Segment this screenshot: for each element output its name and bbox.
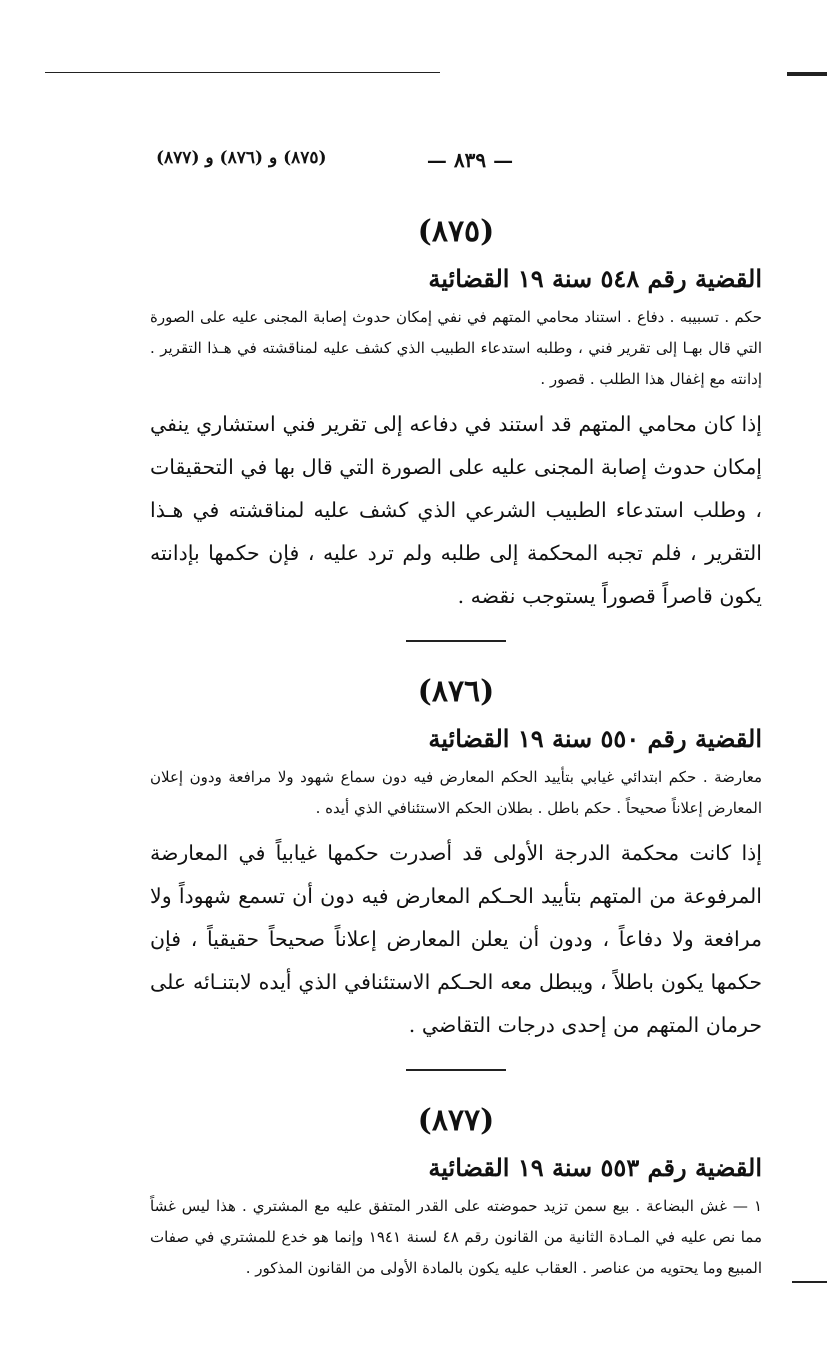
edge-mark-bottom: [792, 1281, 827, 1283]
case-title: القضية رقم ٥٥٠ سنة ١٩ القضائية: [428, 724, 762, 753]
case-title: القضية رقم ٥٥٣ سنة ١٩ القضائية: [428, 1153, 762, 1182]
page-number: — ٨٣٩ —: [426, 148, 514, 172]
case-875: [150, 208, 762, 618]
case-number: (٨٧٦): [417, 674, 495, 709]
edge-mark-top: [787, 72, 827, 76]
case-body: إذا كانت محكمة الدرجة الأولى قد أصدرت حكمها غيابياً في المعارضة المرفوعة من المتهم بتأييد الحـكم المعارض فيه دون أن تسمع شهوداً ولا مرافعة ولا دفاعاً ، ودون أن يعلن المعارض إعلاناً صحيحاً حقيقياً ، فإن حكمها يكون باطلاً ، ويبطل معه الحـكم الاستئنافي الذي أيده لابتنـائه على حرمان المتهم من إحدى درجات التقاضي .: [150, 841, 762, 1037]
case-number: (٨٧٧): [417, 1103, 495, 1138]
case-summary: حكم . تسبيبه . دفاع . استناد محامي المتهم في نفي إمكان حدوث إصابة المجنى عليه على الصورة التي قال بهـا إلى تقرير فني ، وطلبه استدعاء الطبيب الذي كشف عليه لمناقشته في هـذا التقرير . إدانته مع إغفال هذا الطلب . قصور .: [150, 308, 762, 388]
section-divider: [406, 1069, 506, 1071]
case-877: [150, 1097, 762, 1284]
page-content: [150, 200, 762, 1292]
top-rule: [45, 72, 440, 73]
case-summary: ١ — غش البضاعة . بيع سمن تزيد حموضته على القدر المتفق عليه مع المشتري . هذا ليس غشاً مما نص عليه في المـادة الثانية من القانون رقم ٤٨ لسنة ١٩٤١ وإنما هو خدع للمشتري في صفات المبيع وما يحتويه من عناصر . العقاب عليه يكون بالمادة الأولى من القانون المذكور .: [150, 1197, 763, 1277]
case-range: (٨٧٥) و (٨٧٦) و (٨٧٧): [156, 148, 327, 168]
case-summary: معارضة . حكم ابتدائي غيابي بتأييد الحكم المعارض فيه دون سماع شهود ولا مرافعة ودون إعلان المعارض إعلاناً صحيحاً . حكم باطل . بطلان الحكم الاستئنافي الذي أيده .: [150, 768, 762, 817]
case-number: (٨٧٥): [417, 214, 495, 249]
case-body: إذا كان محامي المتهم قد استند في دفاعه إلى تقرير فني استشاري ينفي إمكان حدوث إصابة المجنى عليه على الصورة التي قال بها في التحقيقات ، وطلب استدعاء الطبيب الشرعي الذي كشف عليه لمناقشته في هـذا التقرير ، فلم تجبه المحكمة إلى طلبه ولم ترد عليه ، فإن حكمها بإدانته يكون قاصراً قصوراً يستوجب نقضه .: [150, 412, 762, 608]
case-title: القضية رقم ٥٤٨ سنة ١٩ القضائية: [428, 264, 762, 293]
section-divider: [406, 640, 506, 642]
page-header: [150, 148, 762, 178]
case-876: [150, 668, 762, 1047]
